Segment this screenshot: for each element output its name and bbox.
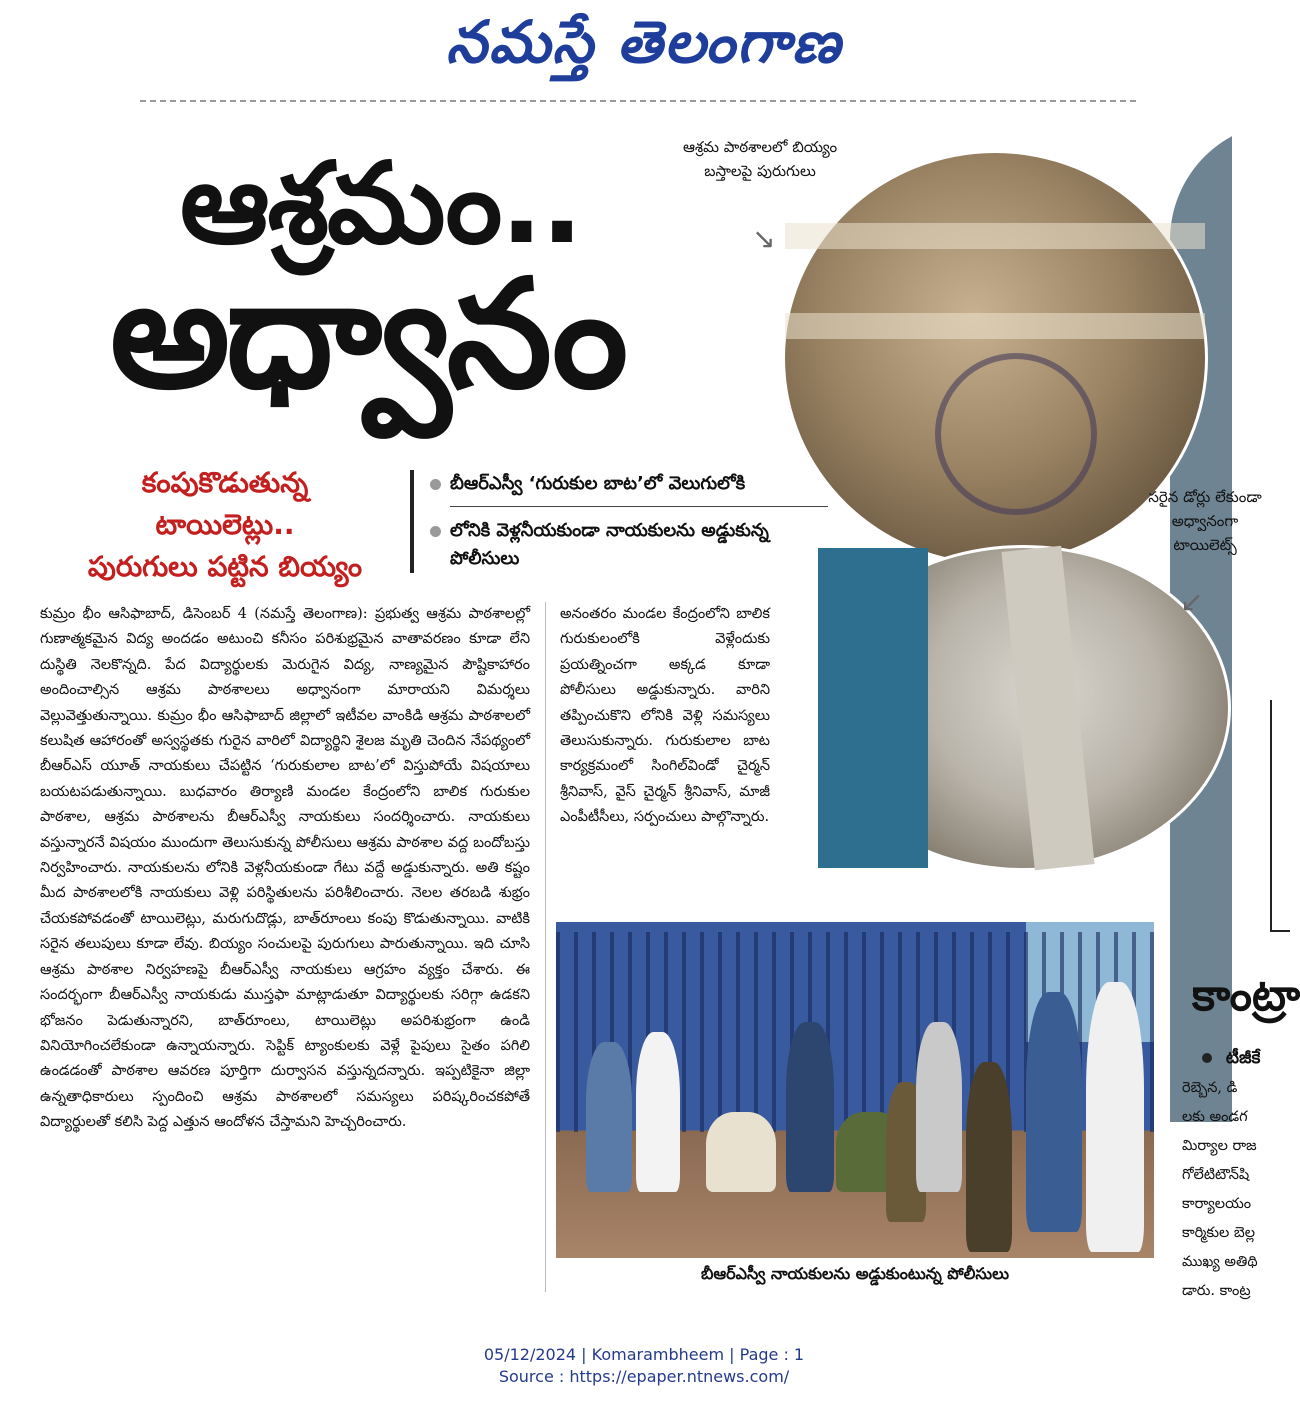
footer-date-page: 05/12/2024 | Komarambheem | Page : 1 [483, 1345, 805, 1364]
police-blocking-photo [556, 922, 1154, 1258]
adjacent-story-line: గోలేటిటౌన్‌షి [1182, 1167, 1250, 1183]
toilet-pillar [1001, 546, 1094, 871]
toilets-photo [815, 545, 1231, 871]
photo-person [1026, 992, 1082, 1232]
adjacent-story-line: కార్మికుల బెల్ల [1182, 1225, 1256, 1241]
sacks-photo-caption: ఆశ్రమ పాఠశాలలో బియ్యం బస్తాలపై పురుగులు [682, 138, 838, 180]
adjacent-story-line: కార్యాలయం [1182, 1196, 1252, 1212]
police-photo-caption: బీఆర్‌ఎస్వీ నాయకులను అడ్డుకుంటున్న పోలీసులు [701, 1264, 1009, 1283]
photo-person [586, 1042, 632, 1192]
photo-person [1086, 982, 1144, 1252]
pointer-arrow-icon: ↙ [1180, 585, 1204, 618]
sack-layer [785, 313, 1205, 339]
article-column-2: అనంతరం మండల కేంద్రంలోని బాలిక గురుకులంలోకి వెళ్లేందుకు ప్రయత్నించగా అక్కడ కూడా పోలీసులు అడ్డుకున్నారు. వారిని తప్పించుకొని లోనికి వెళ్లి సమస్యలు తెలుసుకున్నారు. గురుకులాల బాట కార్యక్రమంలో సింగిల్‌విండో చైర్మన్‌ శ్రీనివాస్‌, వైస్‌ చైర్మన్‌ శ్రీనివాస్‌, మాజీ ఎంపీటీసీలు, సర్పంచులు పాల్గొన్నారు. [560, 606, 770, 826]
adjacent-story-line: డారు. కాంట్ర [1182, 1283, 1251, 1299]
bullet-text: లోనికి వెళ్లనీయకుండా నాయకులను అడ్డుకున్న పోలీసులు [450, 520, 769, 569]
adjacent-story-line: ముఖ్య అతిథి [1182, 1254, 1258, 1270]
highlight-bullets [410, 470, 828, 573]
masthead-rule [140, 100, 1140, 102]
adjacent-story-line: లకు అండగ [1182, 1109, 1248, 1125]
bullet-text: బీఆర్‌ఎస్వీ ‘గురుకుల బాట’లో వెలుగులోకి [450, 473, 746, 494]
adjacent-story-bullet [1202, 1048, 1260, 1072]
bullet-item [428, 470, 828, 498]
bullet-item [428, 517, 828, 573]
toilets-photo-caption: సరైన డోర్లు లేకుండా అధ్వానంగా టాయిలెట్స్ [1148, 488, 1262, 554]
bullet-divider [450, 506, 828, 507]
toilet-door [818, 548, 928, 868]
subhead-line: కంపుకొడుతున్న [141, 466, 309, 499]
photo-person [706, 1112, 776, 1192]
article-column-1: కుమ్రం భీం ఆసిఫాబాద్‌, డిసెంబర్‌ 4 (నమస్తే తెలంగాణ): ప్రభుత్వ ఆశ్రమ పాఠశాలల్లో గుణాత్మకమైన విద్య అందడం అటుంచి కనీసం పరిశుభ్రమైన వాతావరణం కూడా లేని దుస్థితి నెలకొన్నది. పేద విద్యార్థులకు మెరుగైన విద్య, నాణ్యమైన పౌష్టికాహారం అందించాల్సిన ఆశ్రమ పాఠశాలలు అధ్వానంగా మారాయని విమర్శలు వెల్లువెత్తుతున్నాయి. కుమ్రం భీం ఆసిఫాబాద్‌ జిల్లాలో ఇటీవల వాంకిడి ఆశ్రమ పాఠశాలలో కలుషిత ఆహారంతో అస్వస్థతకు గురైన వారిలో విద్యార్థిని శైలజ మృతి చెందిన నేపథ్యంలో బీఆర్‌ఎస్‌ యూత్‌ నాయకులు చేపట్టిన ‘గురుకులాల బాట’లో విస్తుపోయే విషయాలు బయటపడుతున్నాయి. బుధవారం తిర్యాణి మండల కేంద్రంలోని బాలిక గురుకుల పాఠశాల, ఆశ్రమ పాఠశాలను బీఆర్‌ఎస్వీ నాయకులు సందర్శించారు. నాయకులు వస్తున్నారనే విషయం ముందుగా తెలుసుకున్న పోలీసులు ఆశ్రమ పాఠశాల వద్ద బందోబస్తు నిర్వహించారు. నాయకులను లోనికి వెళ్లనీయకుండా గేటు వద్దే అడ్డుకున్నారు. అతి కష్టం మీద పాఠశాలలోకి నాయకులు వెళ్లి పరిస్థితులను పరిశీలించారు. నెలల తరబడి శుభ్రం చేయకపోవడంతో టాయిలెట్లు, మరుగుదొడ్లు, బాత్‌రూంలు కంపు కొడుతున్నాయి. వాటికి సరైన తలుపులు కూడా లేవు. బియ్యం సంచులపై పురుగులు పారుతున్నాయి. ఇది చూసి ఆశ్రమ పాఠశాల నిర్వహణపై బీఆర్‌ఎస్వీ నాయకులు ఆగ్రహం వ్యక్తం చేశారు. ఈ సందర్భంగా బీఆర్‌ఎస్వీ నాయకుడు ముస్తఫా మాట్లాడుతూ విద్యార్థులకు సరిగ్గా ఉడకని భోజనం పెడుతున్నారని, బాత్‌రూంలు, టాయిలెట్లు అపరిశుభ్రంగా ఉండి వినియోగించలేకుండా ఉన్నాయన్నారు. సెప్టిక్‌ ట్యాంకులకు వెళ్లే పైపులు సైతం పగిలి ఉండడంతో పాఠశాల ఆవరణ పూర్తిగా దుర్వాసన వస్తున్నదన్నారు. ఇప్పటికైనా జిల్లా ఉన్నతాధికారులు స్పందించి ఆశ్రమ పాఠశాలలో సమస్యలు పరిష్కరించకపోతే విద్యార్థులతో కలిసి పెద్ద ఎత్తున ఆందోళన చేస్తామని హెచ్చరించారు. [40, 606, 530, 1131]
headline-line-1: ఆశ్రమం.. [180, 139, 582, 269]
masthead: నమస్తే తెలంగాణ [446, 8, 842, 76]
photo-person [916, 1022, 962, 1192]
photo-person [786, 1022, 834, 1192]
adjacent-bullet-text: టీజీకే [1225, 1048, 1261, 1068]
column-divider [545, 602, 546, 1292]
subhead-line: టాయిలెట్లు.. [155, 508, 295, 541]
sack-stamp-seal [935, 353, 1097, 515]
photo-person [636, 1032, 680, 1192]
adjacent-story-text [1182, 1074, 1288, 1306]
pointer-arrow-icon: ↘ [752, 222, 776, 255]
bullet-dot-icon [1202, 1053, 1212, 1063]
subhead-line: పురుగులు పట్టిన బియ్యం [87, 550, 363, 583]
sack-layer [785, 223, 1205, 249]
adjacent-story-frame [1270, 700, 1290, 932]
headline-line-2: అధ్వానం [110, 248, 625, 422]
adjacent-story-line: మిర్యాల రాజ [1182, 1138, 1257, 1154]
adjacent-story-headline: కాంట్రా [1192, 970, 1300, 1021]
page-footer [0, 1344, 1288, 1388]
adjacent-story-line: రెబ్బెన, డి [1182, 1080, 1238, 1096]
subheadline [40, 462, 410, 588]
footer-source[interactable]: Source : https://epaper.ntnews.com/ [498, 1367, 790, 1386]
photo-person [966, 1062, 1012, 1252]
bullet-dot-icon [430, 479, 441, 490]
bullet-dot-icon [430, 526, 441, 537]
